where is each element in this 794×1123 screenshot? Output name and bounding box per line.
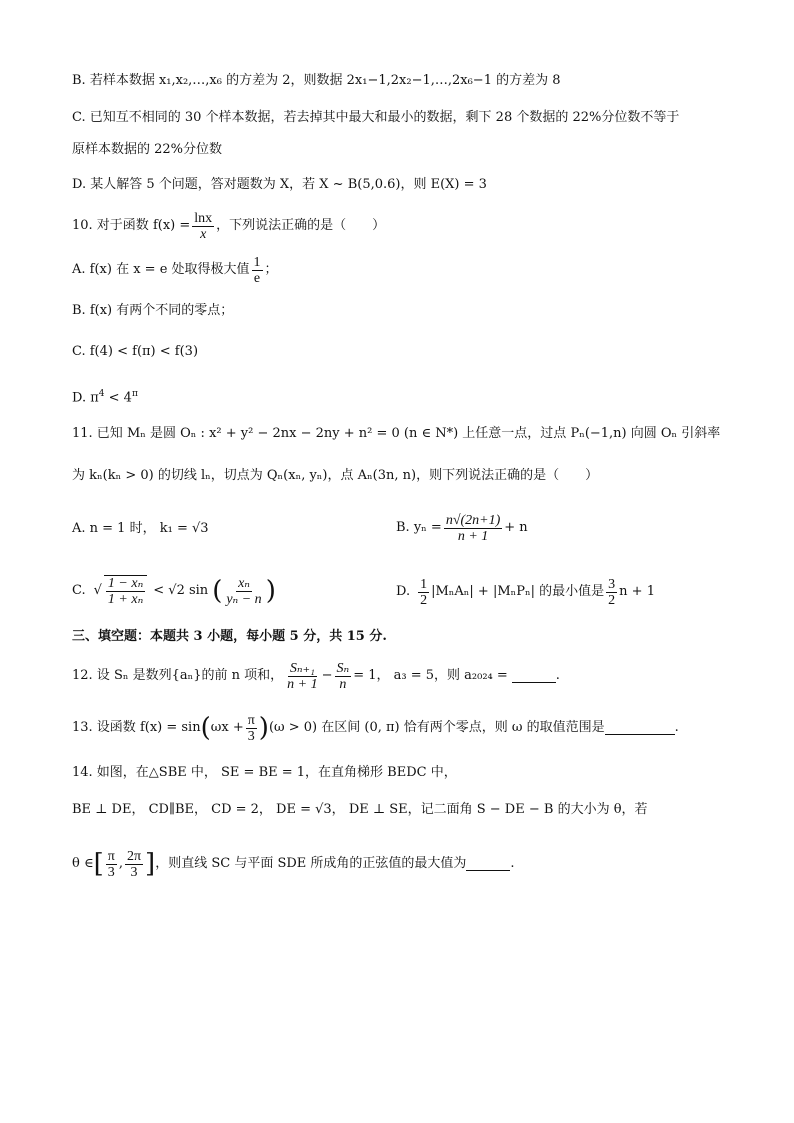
q11-b-pre: B. yₙ = — [396, 520, 442, 535]
q11-d-num: 3 — [608, 576, 616, 592]
q11-c-sqrt-den: 1 + xₙ — [107, 592, 144, 607]
q10-option-c: C. f(4) < f(π) < f(3) — [72, 344, 199, 359]
q10-d-sup2: π — [131, 389, 138, 399]
q10-a-num: 1 — [253, 254, 261, 270]
q10-frac-num: lnx — [194, 210, 213, 226]
q10-stem-post: ，下列说法正确的是（ ） — [216, 218, 386, 233]
q14-line3-pre: θ ∈ — [72, 856, 94, 871]
q9-option-c-line1: C. 已知互不相同的 30 个样本数据，若去掉其中最大和最小的数据，剩下 28 个数据的 22%分位数不等于 — [72, 110, 680, 125]
q14-answer-blank[interactable] — [466, 858, 510, 871]
q11-stem-line2: 为 kₙ(kₙ > 0) 的切线 lₙ，切点为 Qₙ(xₙ, yₙ)，点 Aₙ(3n, n)，则下列说法正确的是（ ） — [72, 468, 599, 483]
section-3-heading: 三、填空题：本题共 3 小题，每小题 5 分，共 15 分. — [72, 629, 387, 644]
q12-minus: − — [321, 668, 333, 683]
q10-option-d — [72, 385, 138, 407]
q12-frac1-num: Sₙ₊₁ — [289, 660, 315, 676]
q11-b-num: n√(2n+1) — [445, 512, 501, 528]
q11-d-half — [418, 577, 429, 608]
q10-d-pre: D. π — [72, 390, 99, 406]
q11-b-fraction — [444, 513, 502, 544]
q11-c-mid: < √2 sin — [153, 583, 209, 598]
q11-option-a: A. n = 1 时， k₁ = √3 — [72, 521, 209, 536]
left-paren-icon: ( — [200, 713, 211, 743]
q9-option-d: D. 某人解答 5 个问题，答对题数为 X，若 X ~ B(5,0.6)，则 E(X) = 3 — [72, 177, 487, 192]
q11-d-mid: |MₙAₙ| + |MₙPₙ| 的最小值是 — [431, 584, 605, 599]
q12-answer-blank[interactable] — [512, 670, 556, 683]
q13-num: π — [247, 712, 255, 728]
q13-answer-blank[interactable] — [605, 722, 675, 735]
left-bracket-icon: [ — [93, 849, 104, 879]
q11-d-half-num: 1 — [420, 576, 428, 592]
q9-option-c-line2: 原样本数据的 22%分位数 — [72, 142, 223, 157]
q10-fraction — [192, 211, 214, 242]
q12-frac2-den: n — [339, 676, 347, 692]
q12 — [72, 656, 560, 696]
q12-end: . — [555, 668, 560, 683]
q13-pre: 13. 设函数 f(x) = sin — [72, 720, 201, 735]
q11-stem-line1: 11. 已知 Mₙ 是圆 Oₙ : x² + y² − 2nx − 2ny + n² = 0 (n ∈ N*) 上任意一点，过点 Pₙ(−1,n) 向圆 Oₙ 引斜率 — [72, 426, 721, 441]
q10-stem — [72, 206, 385, 246]
q11-c-pre: C. — [72, 583, 86, 598]
q13-fraction — [246, 713, 257, 744]
q14-l-den: 3 — [107, 864, 115, 880]
q12-frac1 — [285, 661, 319, 692]
q14-line1: 14. 如图，在△SBE 中， SE = BE = 1，在直角梯形 BEDC 中， — [72, 765, 457, 780]
q11-d-den: 2 — [608, 592, 616, 608]
q11-option-c — [72, 568, 276, 614]
q11-option-d — [396, 572, 655, 612]
q14-line3 — [72, 842, 515, 886]
q11-c-den: yₙ − n — [226, 591, 262, 607]
comma-icon: , — [118, 856, 123, 871]
q12-frac1-den: n + 1 — [287, 676, 318, 692]
right-paren-icon: ) — [258, 713, 269, 743]
q14-right-fraction — [125, 849, 143, 880]
q10-frac-den: x — [200, 226, 207, 242]
sqrt-symbol-icon: √ — [93, 583, 102, 598]
q10-option-a — [72, 252, 278, 288]
q11-d-post: n + 1 — [619, 584, 655, 599]
q14-r-num: 2π — [126, 848, 142, 864]
q10-a-den: e — [253, 270, 261, 286]
left-paren-icon: ( — [212, 576, 223, 606]
q10-d-mid: < 4 — [104, 390, 132, 406]
q12-pre: 12. 设 Sₙ 是数列{aₙ}的前 n 项和， — [72, 668, 284, 683]
q14-end: . — [510, 856, 515, 871]
q11-b-den: n + 1 — [457, 528, 489, 544]
q11-d-fraction — [606, 577, 617, 608]
q11-d-pre: D. — [396, 584, 411, 599]
q11-c-sqrt-num: 1 − xₙ — [107, 576, 144, 591]
q11-d-half-den: 2 — [420, 592, 428, 608]
q12-frac2-num: Sₙ — [336, 660, 350, 676]
q11-c-fraction — [224, 576, 263, 607]
q14-l-num: π — [107, 848, 115, 864]
q14-left-fraction — [106, 849, 117, 880]
q12-frac2 — [335, 661, 352, 692]
right-paren-icon: ) — [265, 576, 276, 606]
q10-a-pre: A. f(x) 在 x = e 处取得极大值 — [72, 262, 250, 277]
q10-stem-pre: 10. 对于函数 f(x) = — [72, 218, 191, 233]
q13 — [72, 706, 679, 750]
q9-option-b: B. 若样本数据 x₁,x₂,…,x₆ 的方差为 2，则数据 2x₁−1,2x₂−1,…,2x₆−1 的方差为 8 — [72, 73, 561, 88]
q14-line2: BE ⊥ DE， CD∥BE， CD = 2， DE = √3， DE ⊥ SE，记二面角 S − DE − B 的大小为 θ，若 — [72, 802, 648, 817]
q11-b-post: + n — [504, 520, 528, 535]
q12-post: = 1， a₃ = 5，则 a₂₀₂₄ = — [353, 668, 508, 683]
q13-den: 3 — [247, 728, 255, 744]
q10-d-sup1: 4 — [98, 389, 105, 399]
q10-a-fraction — [252, 255, 263, 286]
right-bracket-icon: ] — [145, 849, 156, 879]
q10-option-b: B. f(x) 有两个不同的零点； — [72, 303, 234, 318]
q13-post: (ω > 0) 在区间 (0, π) 恰有两个零点，则 ω 的取值范围是 — [268, 720, 605, 735]
q14-line3-post: ，则直线 SC 与平面 SDE 所成角的正弦值的最大值为 — [155, 856, 467, 871]
q13-end: . — [674, 720, 679, 735]
q11-c-num: xₙ — [238, 575, 250, 591]
q13-inner-pre: ωx + — [210, 720, 244, 735]
q14-r-den: 3 — [130, 864, 138, 880]
q11-option-b — [396, 508, 528, 548]
q11-c-sqrt-fraction — [104, 575, 147, 607]
q10-a-post: ； — [264, 262, 278, 277]
